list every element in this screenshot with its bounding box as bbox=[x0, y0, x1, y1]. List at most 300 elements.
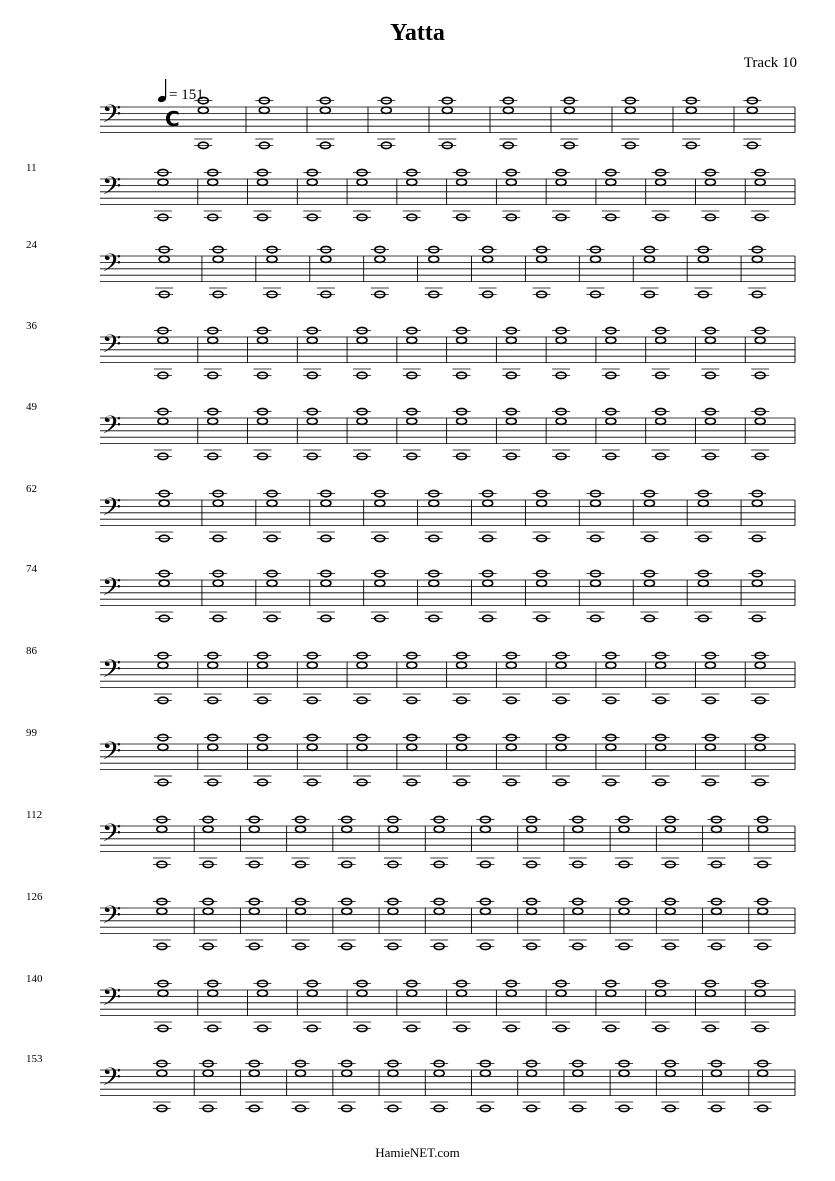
chord bbox=[425, 246, 443, 297]
chord bbox=[194, 97, 212, 148]
whole-note bbox=[429, 500, 439, 506]
staff-system bbox=[26, 239, 795, 298]
chord bbox=[661, 816, 679, 867]
chord bbox=[694, 490, 712, 541]
chord bbox=[199, 898, 217, 949]
chord bbox=[154, 169, 172, 220]
staff-system bbox=[26, 891, 795, 950]
bass-clef-icon: 𝄢 bbox=[102, 655, 122, 690]
chord bbox=[479, 490, 497, 541]
chord bbox=[153, 1060, 171, 1111]
staff-system bbox=[26, 973, 795, 1032]
chord bbox=[199, 816, 217, 867]
whole-note bbox=[208, 179, 218, 185]
chord bbox=[552, 408, 570, 459]
chord bbox=[155, 246, 173, 297]
chord bbox=[209, 490, 227, 541]
chord bbox=[751, 652, 769, 703]
whole-note bbox=[257, 337, 267, 343]
chord bbox=[479, 570, 497, 621]
track-label: Track 10 bbox=[743, 55, 797, 71]
whole-note bbox=[457, 179, 467, 185]
whole-note bbox=[457, 418, 467, 424]
chord bbox=[316, 97, 334, 148]
chord bbox=[292, 1060, 310, 1111]
whole-note bbox=[342, 826, 352, 832]
chord bbox=[384, 816, 402, 867]
chord bbox=[615, 816, 633, 867]
whole-note bbox=[158, 662, 168, 668]
whole-note bbox=[556, 990, 566, 996]
chord bbox=[204, 408, 222, 459]
chord bbox=[502, 408, 520, 459]
chord bbox=[569, 898, 587, 949]
bass-clef-icon: 𝄢 bbox=[102, 100, 122, 135]
whole-note bbox=[656, 418, 666, 424]
whole-note bbox=[755, 418, 765, 424]
whole-note bbox=[506, 990, 516, 996]
chord bbox=[602, 652, 620, 703]
chord bbox=[748, 490, 766, 541]
whole-note bbox=[606, 744, 616, 750]
chord bbox=[303, 327, 321, 378]
chord bbox=[621, 97, 639, 148]
whole-note bbox=[752, 580, 762, 586]
whole-note bbox=[755, 662, 765, 668]
measure-number: 11 bbox=[26, 162, 37, 174]
chord bbox=[523, 898, 541, 949]
whole-note bbox=[307, 179, 317, 185]
whole-note bbox=[267, 500, 277, 506]
chord bbox=[751, 408, 769, 459]
whole-note bbox=[755, 179, 765, 185]
chord bbox=[751, 327, 769, 378]
chord bbox=[204, 980, 222, 1031]
chord bbox=[317, 570, 335, 621]
staff-system bbox=[100, 97, 795, 148]
chord bbox=[253, 734, 271, 785]
chord bbox=[701, 734, 719, 785]
whole-note bbox=[656, 662, 666, 668]
whole-note bbox=[527, 826, 537, 832]
measure-number: 153 bbox=[26, 1053, 43, 1065]
whole-note bbox=[556, 744, 566, 750]
whole-note bbox=[606, 337, 616, 343]
chord bbox=[430, 1060, 448, 1111]
whole-note bbox=[506, 179, 516, 185]
whole-note bbox=[573, 908, 583, 914]
chord bbox=[533, 246, 551, 297]
chord bbox=[338, 816, 356, 867]
chord bbox=[748, 570, 766, 621]
chord bbox=[438, 97, 456, 148]
whole-note bbox=[321, 256, 331, 262]
chord bbox=[371, 246, 389, 297]
chord bbox=[255, 97, 273, 148]
whole-note bbox=[375, 580, 385, 586]
chord bbox=[476, 816, 494, 867]
whole-note bbox=[705, 744, 715, 750]
chord bbox=[682, 97, 700, 148]
chord bbox=[552, 169, 570, 220]
whole-note bbox=[208, 662, 218, 668]
whole-note bbox=[307, 337, 317, 343]
chord bbox=[751, 980, 769, 1031]
chord bbox=[694, 246, 712, 297]
whole-note bbox=[158, 744, 168, 750]
whole-note bbox=[208, 337, 218, 343]
chord bbox=[552, 734, 570, 785]
measure-number: 126 bbox=[26, 891, 43, 903]
whole-note bbox=[656, 179, 666, 185]
whole-note bbox=[198, 107, 208, 113]
chord bbox=[338, 1060, 356, 1111]
whole-note bbox=[480, 908, 490, 914]
chord bbox=[751, 169, 769, 220]
whole-note bbox=[257, 744, 267, 750]
chord bbox=[707, 898, 725, 949]
whole-note bbox=[203, 826, 213, 832]
whole-note bbox=[564, 107, 574, 113]
whole-note bbox=[457, 662, 467, 668]
measure-number: 140 bbox=[26, 973, 43, 985]
time-signature: C bbox=[165, 107, 180, 131]
chord bbox=[453, 652, 471, 703]
whole-note bbox=[752, 256, 762, 262]
chord bbox=[476, 1060, 494, 1111]
whole-note bbox=[644, 580, 654, 586]
chord bbox=[754, 816, 772, 867]
whole-note bbox=[320, 107, 330, 113]
whole-note bbox=[159, 580, 169, 586]
chord bbox=[569, 1060, 587, 1111]
chord bbox=[602, 980, 620, 1031]
whole-note bbox=[157, 826, 167, 832]
measure-number: 62 bbox=[26, 483, 37, 495]
chord bbox=[652, 408, 670, 459]
chord bbox=[615, 898, 633, 949]
bass-clef-icon: 𝄢 bbox=[102, 983, 122, 1018]
whole-note bbox=[159, 500, 169, 506]
chord bbox=[453, 734, 471, 785]
whole-note bbox=[752, 500, 762, 506]
whole-note bbox=[357, 990, 367, 996]
whole-note bbox=[665, 826, 675, 832]
whole-note bbox=[381, 107, 391, 113]
measure-number: 112 bbox=[26, 809, 43, 821]
whole-note bbox=[556, 179, 566, 185]
chord bbox=[353, 652, 371, 703]
whole-note bbox=[705, 337, 715, 343]
chord bbox=[453, 327, 471, 378]
bass-clef-icon: 𝄢 bbox=[102, 330, 122, 365]
chord bbox=[640, 490, 658, 541]
whole-note bbox=[296, 826, 306, 832]
chord bbox=[652, 169, 670, 220]
chord bbox=[263, 246, 281, 297]
whole-note bbox=[307, 990, 317, 996]
chord bbox=[640, 246, 658, 297]
chord bbox=[587, 490, 605, 541]
whole-note bbox=[213, 580, 223, 586]
whole-note bbox=[307, 418, 317, 424]
bass-clef-icon: 𝄢 bbox=[102, 737, 122, 772]
whole-note bbox=[698, 256, 708, 262]
whole-note bbox=[442, 107, 452, 113]
chord bbox=[552, 327, 570, 378]
staff-system bbox=[26, 645, 795, 704]
chord bbox=[303, 652, 321, 703]
chord bbox=[353, 734, 371, 785]
whole-note bbox=[357, 662, 367, 668]
chord bbox=[245, 898, 263, 949]
whole-note bbox=[407, 337, 417, 343]
whole-note bbox=[388, 908, 398, 914]
whole-note bbox=[755, 337, 765, 343]
whole-note bbox=[157, 1070, 167, 1076]
whole-note bbox=[527, 908, 537, 914]
whole-note bbox=[556, 418, 566, 424]
chord bbox=[453, 169, 471, 220]
whole-note bbox=[208, 418, 218, 424]
chord bbox=[204, 734, 222, 785]
chord bbox=[652, 327, 670, 378]
chord bbox=[652, 980, 670, 1031]
whole-note bbox=[698, 500, 708, 506]
whole-note bbox=[606, 418, 616, 424]
chord bbox=[263, 570, 281, 621]
whole-note bbox=[407, 418, 417, 424]
whole-note bbox=[407, 744, 417, 750]
whole-note bbox=[375, 500, 385, 506]
whole-note bbox=[591, 580, 601, 586]
whole-note bbox=[357, 744, 367, 750]
whole-note bbox=[457, 337, 467, 343]
whole-note bbox=[686, 107, 696, 113]
whole-note bbox=[321, 500, 331, 506]
whole-note bbox=[606, 990, 616, 996]
whole-note bbox=[321, 580, 331, 586]
tempo-value: = 151 bbox=[169, 87, 204, 103]
chord bbox=[303, 980, 321, 1031]
chord bbox=[587, 246, 605, 297]
whole-note bbox=[257, 662, 267, 668]
chord bbox=[154, 327, 172, 378]
whole-note bbox=[556, 662, 566, 668]
whole-note bbox=[158, 990, 168, 996]
chord bbox=[754, 1060, 772, 1111]
chord bbox=[694, 570, 712, 621]
whole-note bbox=[249, 826, 259, 832]
whole-note bbox=[591, 256, 601, 262]
whole-note bbox=[758, 826, 768, 832]
whole-note bbox=[758, 1070, 768, 1076]
chord bbox=[204, 169, 222, 220]
chord bbox=[701, 327, 719, 378]
whole-note bbox=[656, 744, 666, 750]
chord bbox=[403, 734, 421, 785]
chord bbox=[209, 570, 227, 621]
bass-clef-icon: 𝄢 bbox=[102, 249, 122, 284]
chord bbox=[661, 1060, 679, 1111]
chord bbox=[403, 980, 421, 1031]
whole-note bbox=[434, 908, 444, 914]
whole-note bbox=[429, 580, 439, 586]
measure-number: 74 bbox=[26, 563, 37, 575]
whole-note bbox=[357, 418, 367, 424]
chord bbox=[523, 1060, 541, 1111]
whole-note bbox=[755, 744, 765, 750]
whole-note bbox=[506, 744, 516, 750]
whole-note bbox=[434, 826, 444, 832]
whole-note bbox=[158, 418, 168, 424]
chord bbox=[199, 1060, 217, 1111]
whole-note bbox=[213, 256, 223, 262]
staff-system bbox=[26, 401, 795, 460]
bass-clef-icon: 𝄢 bbox=[102, 411, 122, 446]
staff-system bbox=[26, 727, 795, 786]
whole-note bbox=[711, 826, 721, 832]
chord bbox=[743, 97, 761, 148]
staff-system bbox=[26, 563, 795, 622]
chord bbox=[253, 652, 271, 703]
whole-note bbox=[644, 500, 654, 506]
whole-note bbox=[407, 179, 417, 185]
whole-note bbox=[296, 908, 306, 914]
chord bbox=[479, 246, 497, 297]
whole-note bbox=[158, 179, 168, 185]
chord bbox=[153, 898, 171, 949]
chord bbox=[384, 1060, 402, 1111]
whole-note bbox=[307, 662, 317, 668]
chord bbox=[707, 1060, 725, 1111]
chord bbox=[403, 408, 421, 459]
whole-note bbox=[747, 107, 757, 113]
whole-note bbox=[705, 179, 715, 185]
chord bbox=[403, 169, 421, 220]
chord bbox=[403, 652, 421, 703]
score-title: Yatta bbox=[390, 20, 445, 46]
measure-number: 24 bbox=[26, 239, 37, 251]
chord bbox=[453, 408, 471, 459]
chord bbox=[476, 898, 494, 949]
chord bbox=[701, 169, 719, 220]
whole-note bbox=[698, 580, 708, 586]
whole-note bbox=[257, 990, 267, 996]
whole-note bbox=[259, 107, 269, 113]
staff-system bbox=[26, 162, 795, 221]
whole-note bbox=[573, 826, 583, 832]
chord bbox=[371, 570, 389, 621]
whole-note bbox=[625, 107, 635, 113]
chord bbox=[245, 816, 263, 867]
chord bbox=[209, 246, 227, 297]
whole-note bbox=[388, 826, 398, 832]
bass-clef-icon: 𝄢 bbox=[102, 172, 122, 207]
chord bbox=[751, 734, 769, 785]
whole-note bbox=[257, 418, 267, 424]
chord bbox=[615, 1060, 633, 1111]
whole-note bbox=[705, 990, 715, 996]
whole-note bbox=[656, 337, 666, 343]
chord bbox=[430, 816, 448, 867]
chord bbox=[303, 408, 321, 459]
whole-note bbox=[296, 1070, 306, 1076]
chord bbox=[253, 980, 271, 1031]
whole-note bbox=[556, 337, 566, 343]
whole-note bbox=[203, 908, 213, 914]
whole-note bbox=[537, 256, 547, 262]
chord bbox=[560, 97, 578, 148]
whole-note bbox=[503, 107, 513, 113]
chord bbox=[453, 980, 471, 1031]
whole-note bbox=[457, 990, 467, 996]
bass-clef-icon: 𝄢 bbox=[102, 493, 122, 528]
chord bbox=[602, 327, 620, 378]
chord bbox=[754, 898, 772, 949]
whole-note bbox=[407, 662, 417, 668]
chord bbox=[552, 980, 570, 1031]
whole-note bbox=[711, 1070, 721, 1076]
chord bbox=[502, 169, 520, 220]
chord bbox=[154, 734, 172, 785]
whole-note bbox=[619, 826, 629, 832]
chord bbox=[403, 327, 421, 378]
chord bbox=[353, 169, 371, 220]
chord bbox=[353, 327, 371, 378]
chord bbox=[602, 169, 620, 220]
chord bbox=[661, 898, 679, 949]
whole-note bbox=[506, 662, 516, 668]
chord bbox=[292, 816, 310, 867]
whole-note bbox=[506, 418, 516, 424]
staff-system bbox=[26, 320, 795, 379]
chord bbox=[748, 246, 766, 297]
chord bbox=[502, 652, 520, 703]
chord bbox=[430, 898, 448, 949]
whole-note bbox=[159, 256, 169, 262]
chord bbox=[523, 816, 541, 867]
footer-credit: HamieNET.com bbox=[375, 1145, 460, 1160]
measure-number: 86 bbox=[26, 645, 37, 657]
whole-note bbox=[755, 990, 765, 996]
whole-note bbox=[208, 744, 218, 750]
whole-note bbox=[537, 580, 547, 586]
whole-note bbox=[257, 179, 267, 185]
bass-clef-icon: 𝄢 bbox=[102, 573, 122, 608]
chord bbox=[502, 980, 520, 1031]
chord bbox=[384, 898, 402, 949]
whole-note bbox=[342, 1070, 352, 1076]
whole-note bbox=[267, 580, 277, 586]
whole-note bbox=[249, 908, 259, 914]
whole-note bbox=[407, 990, 417, 996]
chord bbox=[353, 408, 371, 459]
whole-note bbox=[758, 908, 768, 914]
whole-note bbox=[457, 744, 467, 750]
chord bbox=[652, 734, 670, 785]
whole-note bbox=[375, 256, 385, 262]
chord bbox=[377, 97, 395, 148]
chord bbox=[652, 652, 670, 703]
chord bbox=[154, 652, 172, 703]
chord bbox=[303, 734, 321, 785]
whole-note bbox=[483, 500, 493, 506]
chord bbox=[155, 490, 173, 541]
staff-system bbox=[26, 483, 795, 542]
chord bbox=[371, 490, 389, 541]
chord bbox=[154, 408, 172, 459]
